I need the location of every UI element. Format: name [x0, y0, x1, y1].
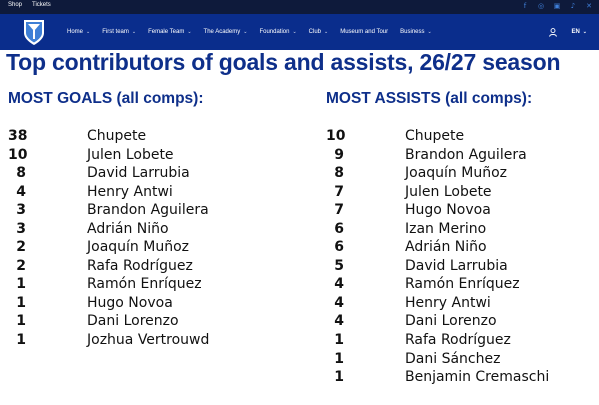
assist-count: 4: [334, 294, 344, 311]
goal-count: 1: [16, 313, 26, 330]
top-utility-bar: [0, 0, 599, 14]
club-crest-logo[interactable]: [22, 18, 46, 46]
player-name: Chupete: [87, 128, 147, 144]
social-links: [521, 2, 593, 10]
main-navbar: [0, 14, 599, 50]
nav-item-female-team[interactable]: [148, 29, 191, 35]
list-item: [8, 295, 308, 314]
player-name: David Larrubia: [87, 165, 190, 182]
list-item: [8, 128, 308, 147]
goal-count: 1: [16, 276, 26, 293]
goal-count: 1: [16, 332, 26, 349]
nav-item-home[interactable]: [67, 29, 90, 35]
list-item: [326, 147, 596, 166]
nav-item-museum-tour[interactable]: [340, 29, 388, 35]
player-name: Adrián Niño: [405, 239, 487, 256]
goal-count: 1: [16, 294, 26, 311]
list-item: [8, 239, 308, 258]
assist-count: 8: [334, 165, 344, 182]
player-name: Rafa Rodríguez: [405, 332, 511, 349]
facebook-icon[interactable]: f: [523, 2, 527, 10]
assist-count: 6: [334, 220, 344, 237]
nav-item-first-team[interactable]: [102, 29, 136, 35]
assist-count: 1: [334, 350, 344, 367]
list-item: [8, 221, 308, 240]
nav-label: The Academy: [203, 29, 241, 35]
assist-count: 1: [334, 369, 344, 386]
nav-right-controls: [549, 14, 587, 50]
page-title: Top contributors of goals and assists, 26/27 season: [6, 49, 561, 75]
nav-item-academy[interactable]: [204, 29, 248, 35]
list-item: [326, 295, 596, 314]
player-name: Ramón Enríquez: [87, 276, 202, 293]
player-name: Julen Lobete: [87, 146, 174, 163]
list-item: [8, 332, 308, 351]
player-name: Dani Lorenzo: [87, 313, 179, 330]
list-item: [326, 202, 596, 221]
goal-count: 4: [16, 183, 26, 200]
assist-count: 5: [334, 257, 344, 274]
player-name: Julen Lobete: [405, 183, 492, 200]
list-item: [326, 165, 596, 184]
nav-label: First team: [102, 29, 129, 35]
chevron-down-icon: ⌄: [86, 29, 91, 35]
list-item: [326, 221, 596, 240]
goal-count: 2: [16, 239, 26, 256]
tickets-link[interactable]: Tickets: [32, 2, 51, 8]
nav-label: Museum and Tour: [340, 29, 389, 35]
nav-item-foundation[interactable]: [259, 29, 296, 35]
language-selector[interactable]: [571, 29, 587, 35]
player-name: Chupete: [405, 128, 465, 144]
list-item: [8, 202, 308, 221]
nav-label: Foundation: [259, 29, 290, 35]
player-name: Joaquín Muñoz: [405, 165, 507, 182]
player-name: Dani Lorenzo: [405, 313, 497, 330]
list-item: [8, 313, 308, 332]
player-name: Ramón Enríquez: [405, 276, 520, 293]
language-label: EN: [571, 29, 580, 35]
assist-count: 9: [334, 146, 344, 163]
player-name: Hugo Novoa: [87, 294, 173, 311]
x-icon[interactable]: ✕: [586, 2, 592, 10]
player-name: Rafa Rodríguez: [87, 257, 193, 274]
assist-count: 7: [334, 183, 344, 200]
list-item: [326, 276, 596, 295]
assist-count: 7: [334, 202, 344, 219]
chevron-down-icon: ⌄: [187, 29, 192, 35]
assist-count: 4: [334, 276, 344, 293]
chevron-down-icon: ⌄: [324, 29, 329, 35]
goal-count: 10: [8, 146, 28, 163]
goal-count: 3: [16, 202, 26, 219]
nav-item-club[interactable]: [309, 29, 329, 35]
player-name: Jozhua Vertrouwd: [87, 332, 210, 349]
player-name: Benjamin Cremaschi: [405, 369, 550, 386]
chevron-down-icon: ⌄: [582, 29, 587, 35]
nav-label: Business: [400, 29, 425, 35]
list-item: [326, 369, 596, 388]
list-item: [326, 332, 596, 351]
assist-count: 6: [334, 239, 344, 256]
player-name: Dani Sánchez: [405, 350, 501, 367]
player-name: Henry Antwi: [405, 294, 491, 311]
goals-list: [8, 128, 308, 351]
nav-menu: [67, 14, 444, 50]
chevron-down-icon: ⌄: [131, 29, 137, 35]
nav-label: Club: [308, 29, 322, 35]
assist-count: 4: [334, 313, 344, 330]
chevron-down-icon: ⌄: [292, 29, 297, 35]
utility-links: [8, 2, 51, 8]
player-name: Brandon Aguilera: [87, 202, 209, 219]
nav-label: Female Team: [148, 29, 185, 35]
chevron-down-icon: ⌄: [243, 29, 248, 35]
list-item: [8, 258, 308, 277]
nav-label: Home: [67, 29, 84, 35]
list-item: [326, 258, 596, 277]
goal-count: 8: [16, 165, 26, 182]
player-name: Hugo Novoa: [405, 202, 491, 219]
list-item: [8, 147, 308, 166]
goal-count: 3: [16, 220, 26, 237]
instagram-icon[interactable]: ◎: [537, 2, 545, 10]
goal-count: 2: [16, 257, 26, 274]
player-name: David Larrubia: [405, 257, 508, 274]
assists-heading: MOST ASSISTS (all comps):: [326, 90, 533, 107]
player-name: Brandon Aguilera: [405, 146, 527, 163]
player-name: Joaquín Muñoz: [87, 239, 189, 256]
list-item: [326, 239, 596, 258]
nav-item-business[interactable]: [400, 29, 432, 35]
list-item: [8, 276, 308, 295]
list-item: [326, 351, 596, 370]
goals-heading: MOST GOALS (all comps):: [8, 90, 204, 107]
list-item: [326, 128, 596, 147]
assist-count: 10: [326, 128, 346, 144]
tiktok-icon[interactable]: ♪: [570, 2, 576, 10]
list-item: [8, 184, 308, 203]
assists-list: [326, 128, 596, 388]
list-item: [326, 313, 596, 332]
player-name: Henry Antwi: [87, 183, 173, 200]
goal-count: 38: [8, 128, 28, 144]
chevron-down-icon: ⌄: [427, 29, 432, 35]
list-item: [8, 165, 308, 184]
assist-count: 1: [334, 332, 344, 349]
list-item: [326, 184, 596, 203]
linkedin-icon[interactable]: ▣: [553, 2, 561, 10]
player-name: Izan Merino: [405, 220, 487, 237]
shop-link[interactable]: Shop: [8, 2, 23, 8]
player-name: Adrián Niño: [87, 220, 169, 237]
user-icon[interactable]: [549, 28, 557, 37]
